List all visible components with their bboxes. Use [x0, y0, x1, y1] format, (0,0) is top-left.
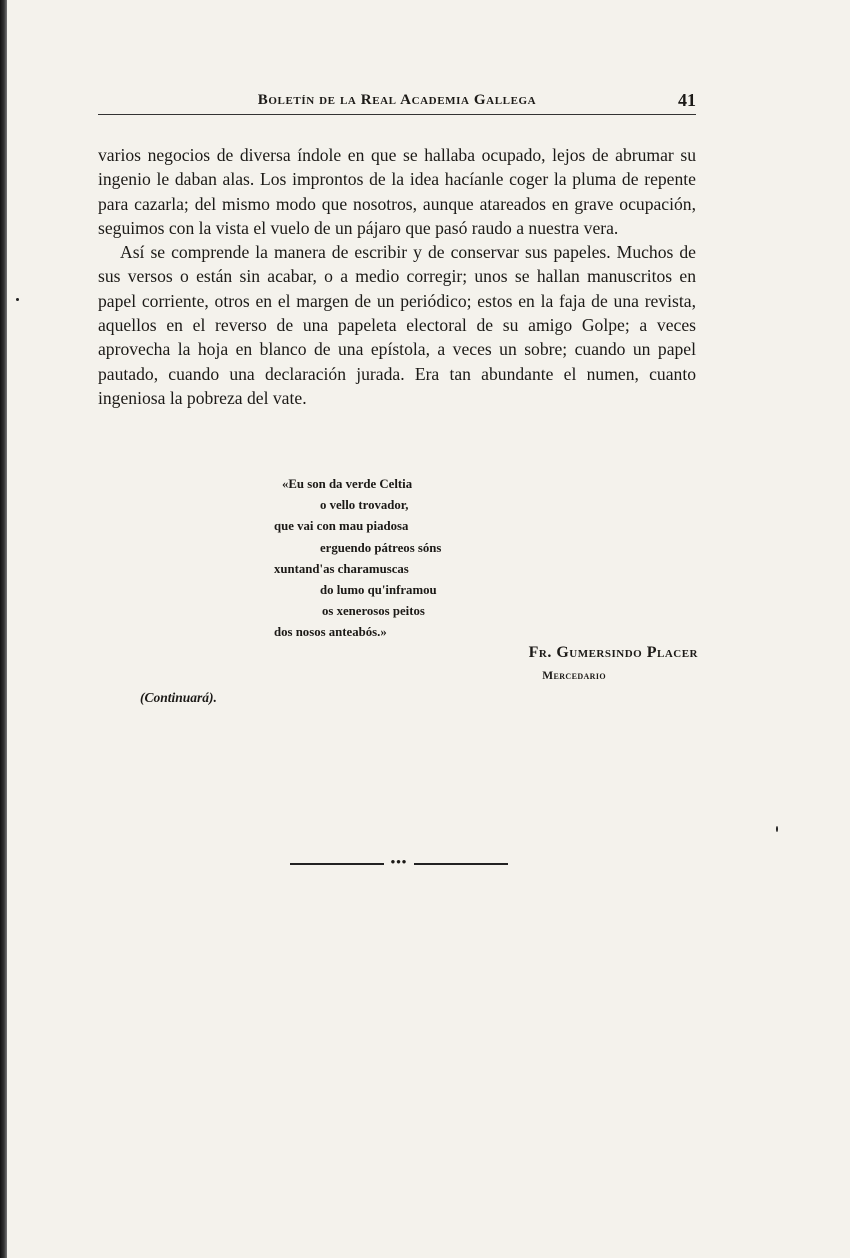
- poem-line: dos nosos anteabós.»: [274, 625, 387, 640]
- poem-line: erguendo pátreos sóns: [320, 540, 442, 555]
- scan-speck: [16, 298, 19, 301]
- author-signature: Fr. Gumersindo Placer: [528, 644, 698, 661]
- poem-line: que vai con mau piadosa: [274, 519, 409, 534]
- divider-dots: •••: [390, 854, 408, 869]
- page-number: 41: [678, 90, 696, 110]
- poem-line: do lumo qu'inframou: [320, 583, 437, 598]
- scan-speck: [776, 826, 778, 832]
- poem-line: xuntand'as charamuscas: [274, 561, 409, 576]
- section-divider-ornament: [290, 854, 508, 869]
- running-title: Boletín de la Real Academia Gallega: [257, 92, 537, 108]
- paragraph-1: varios negocios de diversa índole en que se hallaba ocupado, lejos de abrumar su ingenio le daban alas. Los improntos de la idea hacíanle coger la pluma de repente para cazarla; del mismo modo que nosotros, aunque atareados en grave ocupación, seguimos con la vista el vuelo de un pájaro que pasó raudo a nuestra vera.: [98, 145, 696, 238]
- divider-line-right: [414, 863, 508, 865]
- author-affiliation: Mercedario: [542, 670, 606, 682]
- poem-line: os xenerosos peitos: [322, 604, 425, 619]
- poem-line: o vello trovador,: [320, 498, 409, 513]
- continuation-note: (Continuará).: [140, 690, 217, 705]
- paragraph-2: Así se comprende la manera de escribir y de conservar sus papeles. Muchos de sus versos o están sin acabar, o a medio corregir; unos se hallan manuscritos en papel corriente, otros en el margen de un periódico; estos en la faja de una revista, aquellos en el reverso de una papeleta electoral de su amigo Golpe; a veces aprovecha la hoja en blanco de una epístola, a veces un sobre; cuando un papel pautado, cuando una declaración jurada. Era tan abundante el numen, cuanto ingeniosa la pobreza del vate.: [98, 242, 696, 408]
- divider-line-left: [290, 863, 384, 865]
- poem-line: «Eu son da verde Celtia: [282, 477, 413, 491]
- page-header: [98, 90, 696, 115]
- poem-quotation: [272, 474, 502, 644]
- body-text: [98, 143, 696, 410]
- page-edge-scan-shadow: [0, 0, 7, 1258]
